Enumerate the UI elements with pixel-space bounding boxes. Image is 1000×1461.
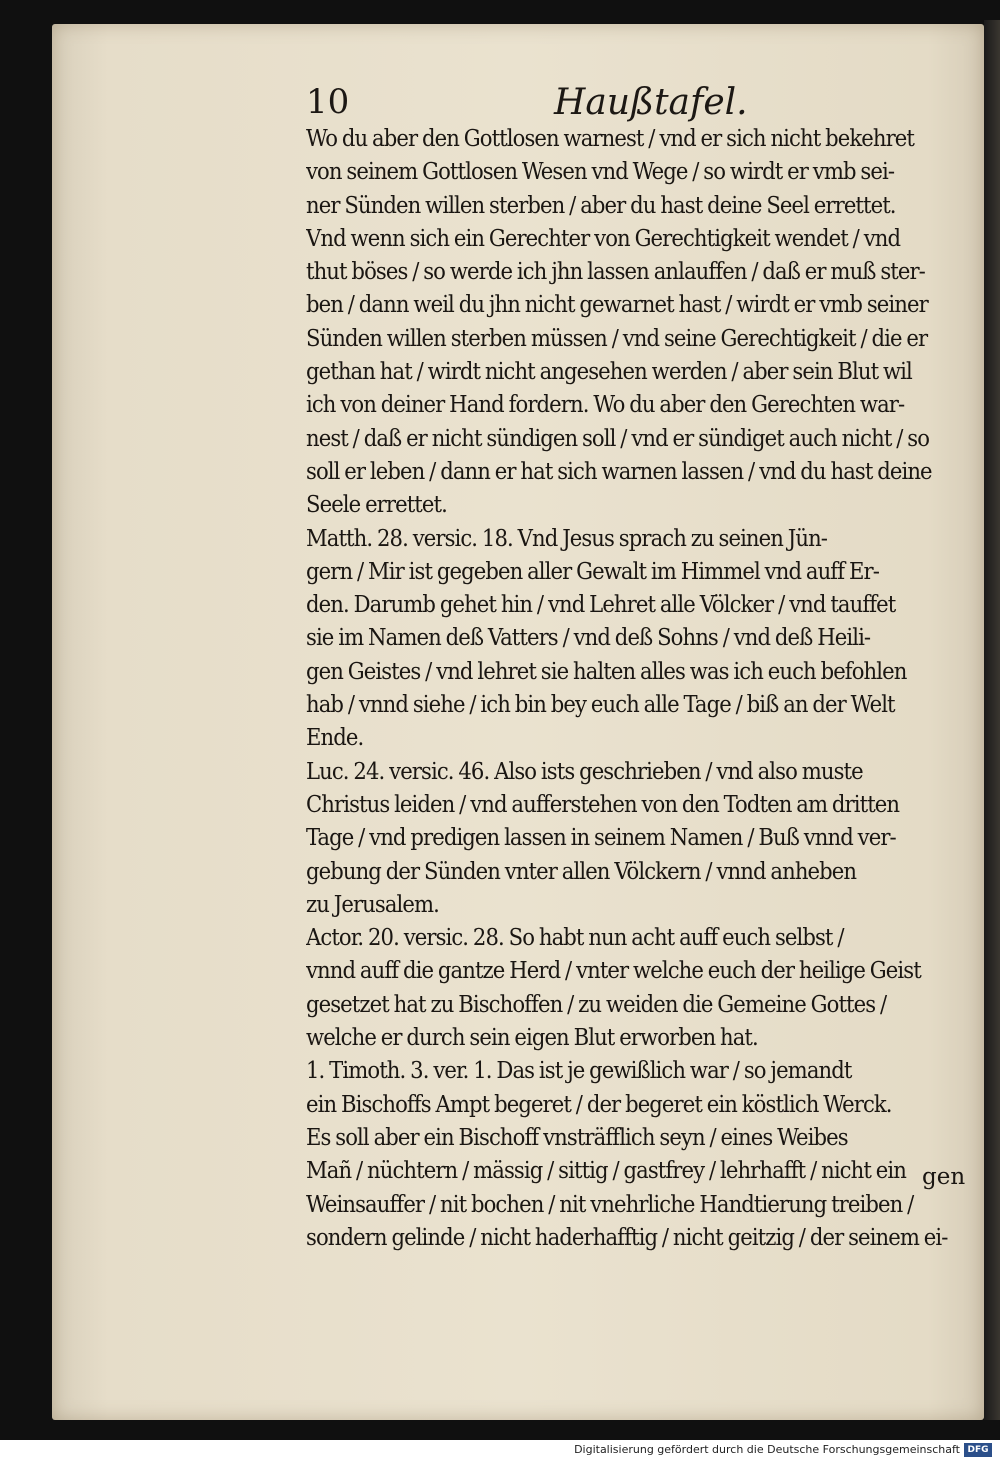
text-line: Sünden willen sterben müssen / vnd seine Gerechtigkeit / die er — [306, 323, 928, 352]
book-page — [52, 24, 984, 1420]
text-line: ein Bischoffs Ampt begeret / der begeret ein köstlich Werck. — [306, 1089, 892, 1118]
text-line: vnnd auff die gantze Herd / vnter welche euch der heilige Geist — [306, 956, 921, 985]
text-line: thut böses / so werde ich jhn lassen anlauffen / daß er muß ster- — [306, 257, 925, 286]
text-line: Actor. 20. versic. 28. So habt nun acht auff euch selbst / — [306, 923, 844, 952]
page-number: 10 — [306, 82, 350, 122]
text-line: Es soll aber ein Bischoff vnsträfflich seyn / eines Weibes — [306, 1122, 848, 1151]
catchword: gen — [922, 1164, 966, 1190]
text-line: zu Jerusalem. — [306, 889, 439, 918]
footer-credit: Digitalisierung gefördert durch die Deutsche Forschungsgemeinschaft — [574, 1443, 960, 1456]
text-line: ben / dann weil du jhn nicht gewarnet hast / wirdt er vmb seiner — [306, 290, 928, 319]
text-line: Wo du aber den Gottlosen warnest / vnd er sich nicht bekehret — [306, 124, 914, 152]
text-line: Seele errettet. — [306, 490, 447, 519]
text-line: Ende. — [306, 723, 364, 752]
text-line: Christus leiden / vnd aufferstehen von den Todten am dritten — [306, 789, 900, 818]
text-line: gesetzet hat zu Bischoffen / zu weiden die Gemeine Gottes / — [306, 989, 887, 1018]
text-line: sie im Namen deß Vatters / vnd deß Sohns / vnd deß Heili- — [306, 623, 871, 652]
text-line: Luc. 24. versic. 46. Also ists geschrieben / vnd also muste — [306, 756, 863, 785]
text-line: Mañ / nüchtern / mässig / sittig / gastfrey / lehrhafft / nicht ein — [306, 1156, 906, 1185]
text-line: gebung der Sünden vnter allen Völckern / vnnd anheben — [306, 856, 857, 885]
text-line: Tage / vnd predigen lassen in seinem Namen / Buß vnnd ver- — [306, 823, 896, 852]
dfg-logo-icon: DFG — [964, 1443, 992, 1457]
text-line: 1. Timoth. 3. ver. 1. Das ist je gewißlich war / so jemandt — [306, 1056, 852, 1085]
text-line: Matth. 28. versic. 18. Vnd Jesus sprach zu seinen Jün- — [306, 523, 828, 552]
text-line: hab / vnnd siehe / ich bin bey euch alle Tage / biß an der Welt — [306, 690, 895, 719]
text-line: gern / Mir ist gegeben aller Gewalt im Himmel vnd auff Er- — [306, 556, 879, 585]
text-line: Weinsauffer / nit bochen / nit vnehrliche Handtierung treiben / — [306, 1189, 914, 1218]
text-line: von seinem Gottlosen Wesen vnd Wege / so wirdt er vmb sei- — [306, 157, 895, 186]
running-title: Haußtafel. — [554, 82, 748, 123]
text-line: sondern gelinde / nicht haderhafftig / nicht geitzig / der seinem ei- — [306, 1222, 948, 1251]
text-line: soll er leben / dann er hat sich warnen lassen / vnd du hast deine — [306, 456, 932, 485]
text-line: Vnd wenn sich ein Gerechter von Gerechtigkeit wendet / vnd — [306, 223, 901, 252]
body-text — [306, 122, 958, 1254]
text-line: gen Geistes / vnd lehret sie halten alles was ich euch befohlen — [306, 656, 907, 685]
digitization-footer — [0, 1440, 1000, 1461]
text-line: welche er durch sein eigen Blut erworben hat. — [306, 1023, 758, 1052]
text-line: ich von deiner Hand fordern. Wo du aber den Gerechten war- — [306, 390, 905, 419]
text-line: nest / daß er nicht sündigen soll / vnd er sündiget auch nicht / so — [306, 423, 930, 452]
facing-page-edge — [984, 20, 1000, 1420]
text-line: ner Sünden willen sterben / aber du hast deine Seel errettet. — [306, 190, 896, 219]
text-line: den. Darumb gehet hin / vnd Lehret alle Völcker / vnd tauffet — [306, 590, 896, 619]
text-line: gethan hat / wirdt nicht angesehen werden / aber sein Blut wil — [306, 357, 912, 386]
